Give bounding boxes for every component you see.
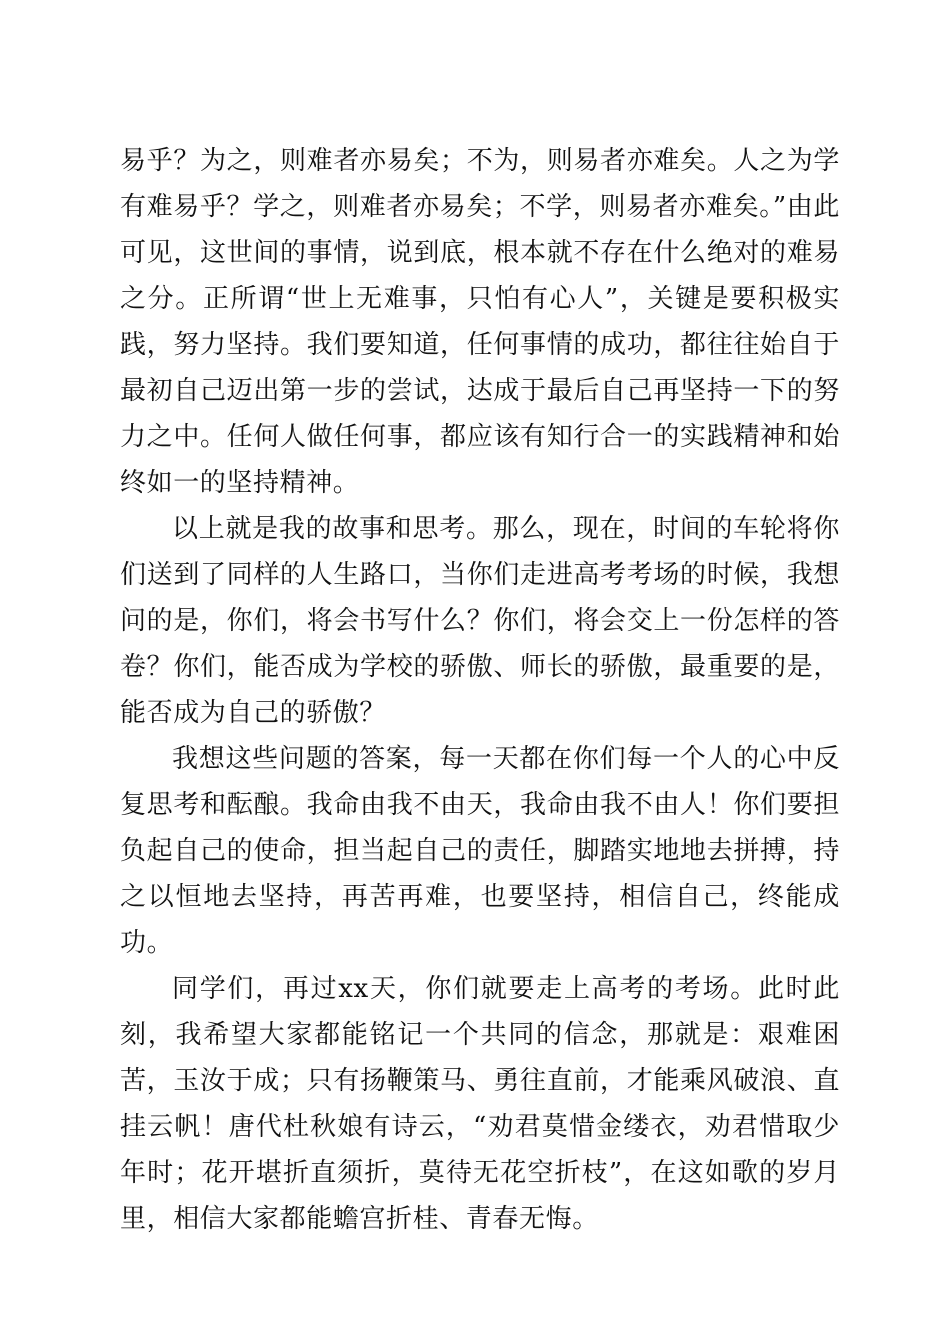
paragraph-story-reflection: 以上就是我的故事和思考。那么，现在，时间的车轮将你们送到了同样的人生路口，当你们走进高考考场的时候，我想问的是，你们，将会书写什么？你们，将会交上一份怎样的答卷？你们，能否成为学校的骄傲、师长的骄傲，最重要的是，能否成为自己的骄傲？	[120, 514, 840, 728]
paragraph-answers: 我想这些问题的答案，每一天都在你们每一个人的心中反复思考和酝酿。我命由我不由天，我命由我不由人！你们要担负起自己的使命，担当起自己的责任，脚踏实地地去拼搏，持之以恒地去坚持，再苦再难，也要坚持，相信自己，终能成功。	[120, 744, 840, 958]
paragraph-classmates: 同学们，再过xx天，你们就要走上高考的考场。此时此刻，我希望大家都能铭记一个共同的信念，那就是：艰难困苦，玉汝于成；只有扬鞭策马、勇往直前，才能乘风破浪、直挂云帆！唐代杜秋娘有诗云，“劝君莫惜金缕衣，劝君惜取少年时；花开堪折直须折，莫待无花空折枝”，在这如歌的岁月里，相信大家都能蟾宫折桂、青春无悔。	[120, 974, 840, 1234]
paragraph-continued: 易乎？为之，则难者亦易矣；不为，则易者亦难矣。人之为学有难易乎？学之，则难者亦易矣；不学，则易者亦难矣。”由此可见，这世间的事情，说到底，根本就不存在什么绝对的难易之分。正所谓“世上无难事，只怕有心人”，关键是要积极实践，努力坚持。我们要知道，任何事情的成功，都往往始自于最初自己迈出第一步的尝试，达成于最后自己再坚持一下的努力之中。任何人做任何事，都应该有知行合一的实践精神和始终如一的坚持精神。	[120, 146, 840, 498]
body-text	[120, 138, 840, 1242]
